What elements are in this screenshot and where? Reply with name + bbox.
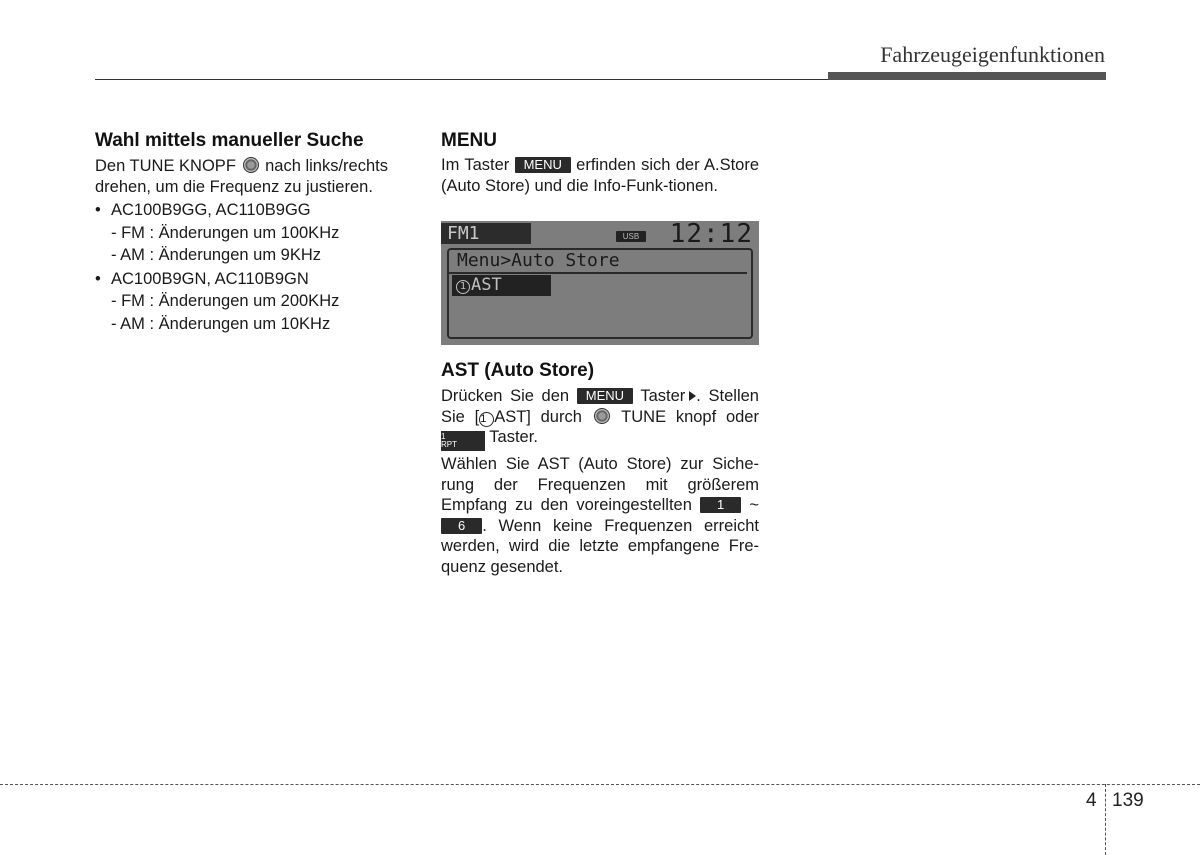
chapter-number: 4 <box>1086 790 1097 811</box>
tune-knob-icon <box>243 157 259 173</box>
ast-paragraph-1 <box>441 386 759 451</box>
menu-text-b: erfinden sich der A.Store (Auto Store) und die Info-Funk-tionen. <box>441 156 760 195</box>
manual-search-heading: Wahl mittels manueller Suche <box>95 130 364 151</box>
menu-text-a: Im Taster <box>441 156 510 174</box>
header-rule-thin <box>95 79 828 80</box>
menu-heading: MENU <box>441 130 497 151</box>
ast-text: Stellen Sie [ <box>441 387 759 426</box>
sub-item: - FM : Änderungen um 100KHz <box>111 223 340 242</box>
display-band: FM1 <box>441 223 531 244</box>
preset-6-button-icon: 6 <box>441 518 482 534</box>
display-menu-panel <box>447 248 753 339</box>
menu-paragraph <box>441 155 759 196</box>
ast-text: Drücken Sie den <box>441 387 570 405</box>
sub-item: - AM : Änderungen um 10KHz <box>111 314 331 333</box>
rpt-button-icon <box>441 431 485 451</box>
bullet-label: AC100B9GG, AC110B9GG <box>111 201 311 219</box>
footer-vertical-rule <box>1105 784 1106 855</box>
ast-section <box>441 360 759 577</box>
radio-display <box>441 221 759 345</box>
ast-text: Taster. <box>489 428 538 446</box>
ast-heading: AST (Auto Store) <box>441 360 595 381</box>
menu-button-icon: MENU <box>577 388 633 404</box>
sub-item: - FM : Änderungen um 200KHz <box>111 292 340 310</box>
ast-text: Taster <box>640 387 686 405</box>
intro-text-b: nach links/rechts drehen, um die Frequenz zu justieren. <box>95 157 388 196</box>
manual-search-intro <box>95 156 425 197</box>
ast-text: . <box>696 387 701 405</box>
sub-item: - AM : Änderungen um 9KHz <box>111 246 322 264</box>
page-number: 139 <box>1112 790 1144 811</box>
footer-dashed-rule <box>0 784 1200 785</box>
bullet-item <box>95 200 425 221</box>
left-column <box>95 130 425 334</box>
ast-text: AST] durch <box>494 407 582 426</box>
ast-text: . Wenn keine Frequenzen erreicht werden, wird die letzte empfangene Fre-quenz gesendet. <box>441 516 759 576</box>
ast-paragraph-2 <box>441 454 759 577</box>
middle-column <box>441 130 759 196</box>
ast-text: TUNE knopf oder <box>621 407 759 426</box>
page-header-title: Fahrzeugeigenfunktionen <box>880 42 1105 67</box>
header-rule-thick <box>828 72 1106 80</box>
bullet-label: AC100B9GN, AC110B9GN <box>111 269 309 288</box>
bullet-item <box>95 269 425 290</box>
display-menu-path: Menu>Auto Store <box>457 250 620 271</box>
rpt-label: RPT <box>441 440 457 449</box>
display-divider <box>449 272 747 274</box>
circled-number-icon: 1 <box>479 412 494 427</box>
ast-text: ~ <box>749 496 759 514</box>
rpt-number: 1 <box>441 432 446 441</box>
menu-button-icon: MENU <box>515 157 571 173</box>
display-item-label: AST <box>471 275 502 295</box>
preset-1-button-icon: 1 <box>700 497 741 513</box>
display-usb-badge: USB <box>616 231 646 242</box>
intro-text-a: Den TUNE KNOPF <box>95 157 236 175</box>
tune-knob-icon <box>594 408 610 424</box>
display-item-number: 1 <box>456 280 470 294</box>
ast-text: Wählen Sie AST (Auto Store) zur Siche-rung der Frequenzen mit größerem Empfang zu den voreingestellten <box>441 455 759 514</box>
display-clock: 12:12 <box>669 219 753 249</box>
display-selected-item <box>452 275 551 296</box>
